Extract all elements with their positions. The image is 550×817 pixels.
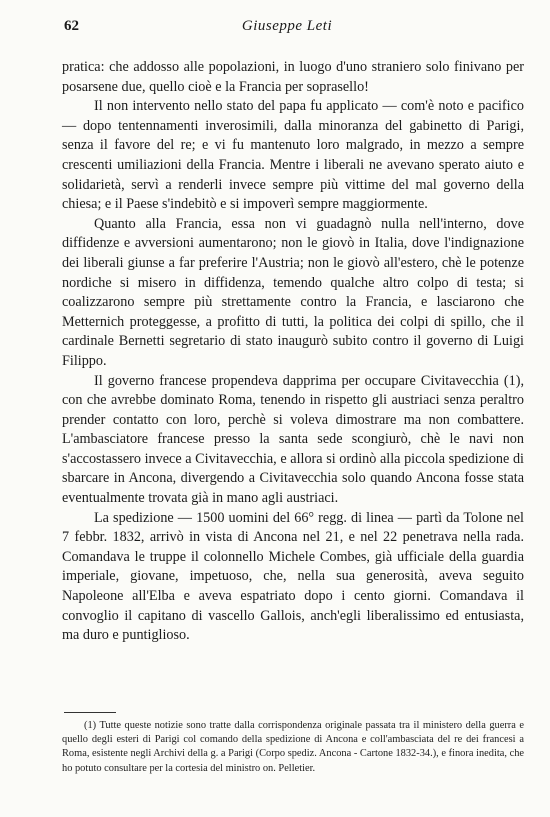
paragraph-3: Quanto alla Francia, essa non vi guadagnò nulla nell'interno, dove diffidenze e avversioni aumentarono; non le giovò in Italia, dove l'indignazione dei liberali giunse a far preferire l'Austria; non le giovò all'estero, chè le potenze nordiche si misero in diffidenza, temendo qualche altro colpo di testa; si coalizzarono sempre più strettamente contro la Francia, e lasciarono che Metternich proteggesse, a profitto di tutti, la politica dei colpi di spillo, che il cardinale Bernetti segretario di stato inaugurò subito contro il governo di Luigi Filippo. (62, 215, 524, 369)
paragraph-5: La spedizione — 1500 uomini del 66° regg. di linea — partì da Tolone nel 7 febbr. 1832, arrivò in vista di Ancona nel 21, e nel 22 penetrava nella rada. Comandava le truppe il colonnello Michele Combes, già ufficiale della guardia imperiale, giovane, impetuoso, che, nella sua generosità, aveva seguito Napoleone all'Elba e aveva espatriato dopo i cento giorni. Comandava il convoglio il capitano di vascello Gallois, anch'egli liberalissimo ed entusiasta, ma duro e puntiglioso. (62, 509, 524, 644)
paragraph-4: Il governo francese propendeva dapprima per occupare Civitavecchia (1), con che avrebbe dominato Roma, tenendo in rispetto gli austriaci senza peraltro prender contatto con loro, perchè si voleva dimostrare ma non combattere. L'ambasciatore francese presso la santa sede scongiurò, chè le navi non s'accostassero invece a Civitavecchia, e allora si ordinò alla piccola spedizione di sbarcare in Ancona, divergendo a Civitavecchia solo quando Ancona fosse stata eventualmente trovata già in mano agli austriaci. (62, 372, 524, 507)
main-text (62, 58, 524, 646)
footnote-separator (64, 712, 116, 713)
running-title: Giuseppe Leti (241, 18, 333, 34)
footnote (62, 719, 524, 776)
footnote-text: (1) Tutte queste notizie sono tratte dalla corrispondenza originale passata tra il ministero della guerra e quello degli esteri di Parigi col comando della spedizione di Ancona e coll'ambasciata del re dei francesi a Roma, esistente negli Archivi della g. a Parigi (Corpo spediz. Ancona - Cartone 1832-34.), e finora inedita, che ho potuto consultare per la cortesia del ministro on. Pelletier. (62, 720, 524, 774)
paragraph-2: Il non intervento nello stato del papa fu applicato — com'è noto e pacifico — dopo tentennamenti inverosimili, dalla minoranza del gabinetto di Parigi, senza il favore del re; e vi fu mantenuto loro malgrado, in mezzo a sempre crescenti umiliazioni della Francia. Mentre i liberali ne avevano sperato aiuto e solidarietà, servì a renderli invece sempre più vittime del mal governo della chiesa; e il Paese s'indebitò e si impoverì sempre maggiormente. (62, 98, 524, 213)
paragraph-1: pratica: che addosso alle popolazioni, in luogo d'uno straniero solo finivano per posarsene due, quello cioè e la Francia per soprasello! (62, 59, 524, 95)
page-header (44, 18, 530, 40)
page-number: 62 (64, 18, 79, 34)
